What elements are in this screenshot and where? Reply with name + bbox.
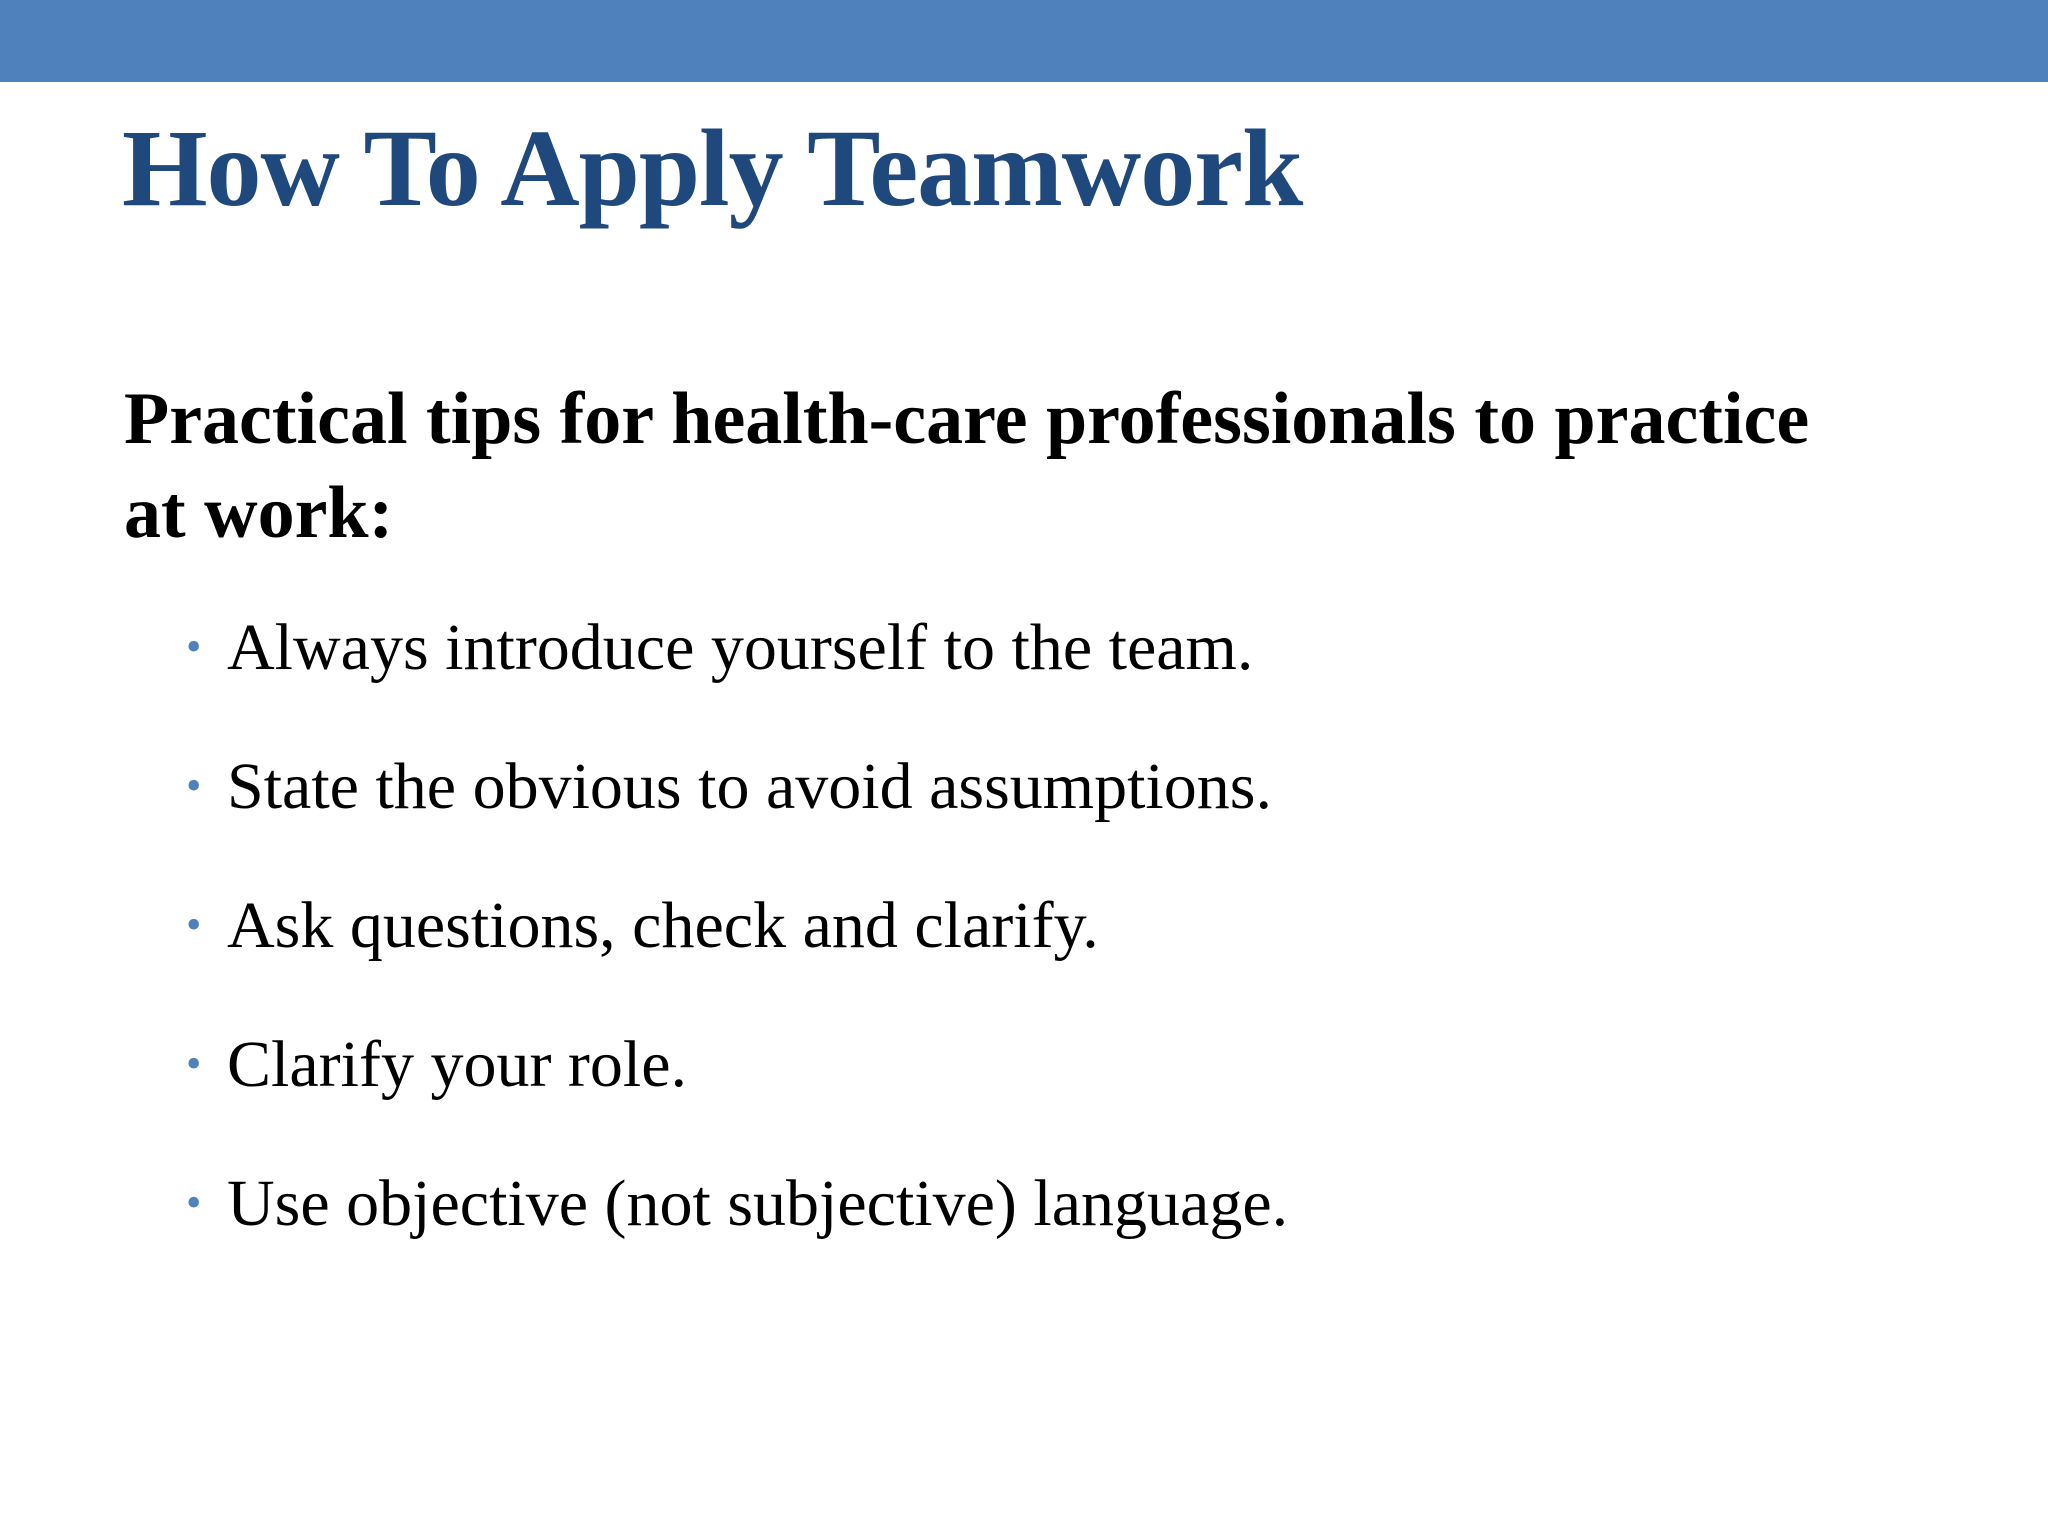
bullet-item <box>186 740 1288 879</box>
bullet-text: Use objective (not subjective) language. <box>227 1167 1289 1240</box>
bullet-item <box>186 601 1288 740</box>
bullet-icon: • <box>186 761 202 810</box>
bullet-item <box>186 879 1288 1018</box>
bullet-icon: • <box>186 1178 202 1227</box>
slide-subtitle: Practical tips for health-care professionals to practice at work: <box>124 378 1810 554</box>
top-accent-bar <box>0 0 2048 82</box>
bullet-text: Ask questions, check and clarify. <box>227 889 1099 962</box>
bullet-text: Always introduce yourself to the team. <box>227 611 1254 684</box>
bullet-item <box>186 1157 1288 1296</box>
bullet-item <box>186 1018 1288 1157</box>
bullet-list <box>186 601 1288 1296</box>
slide-title: How To Apply Teamwork <box>122 107 1303 229</box>
bullet-text: Clarify your role. <box>227 1028 688 1101</box>
bullet-icon: • <box>186 622 202 671</box>
bullet-icon: • <box>186 1039 202 1088</box>
bullet-icon: • <box>186 900 202 949</box>
bullet-text: State the obvious to avoid assumptions. <box>227 750 1272 823</box>
